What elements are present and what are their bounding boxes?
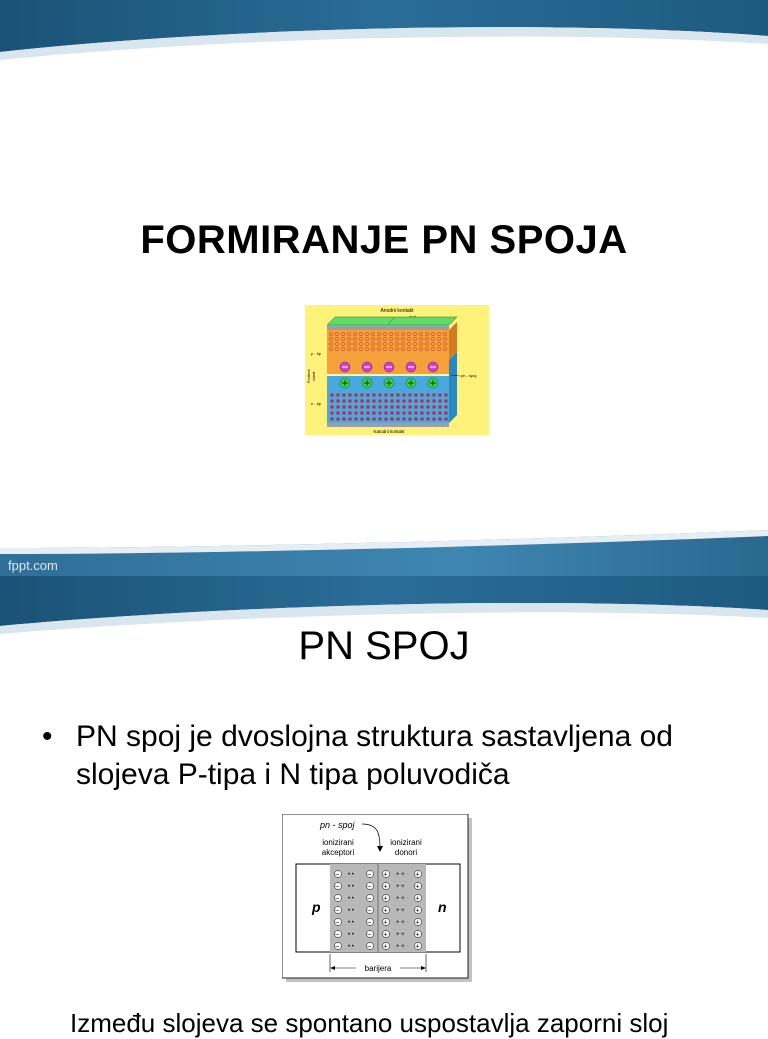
barrier-label: barijera — [364, 964, 392, 973]
donors-label-line1: ionizirani — [390, 838, 422, 847]
anode-contact-label: Anodni kontakt — [380, 308, 414, 314]
svg-text:+ +: + + — [396, 872, 405, 878]
cathode-contact-label: Katodni kontakt — [373, 429, 405, 434]
bullet-text: PN spoj je dvoslojna struktura sastavljena od slojeva P-tipa i N tipa poluvodiča — [76, 720, 673, 791]
space-charge-label-2: oblast — [312, 371, 316, 381]
svg-text:• •: • • — [348, 872, 354, 878]
n-region-label: n — [438, 899, 447, 915]
n-type-label: n - tip — [311, 401, 322, 406]
p-region-label: p — [312, 899, 321, 915]
bottom-text-cut-off: Između slojeva se spontano uspostavlja zaporni sloj — [70, 1008, 669, 1038]
p-type-label: p - tip — [311, 351, 322, 356]
svg-text:–: – — [367, 871, 372, 879]
pn-junction-structure-figure — [305, 305, 489, 435]
donors-label-line2: donori — [394, 848, 418, 857]
pn-junction-label: pn - spoj — [461, 373, 477, 378]
svg-text:+: + — [383, 871, 388, 879]
acceptors-label-line2: akceptori — [321, 848, 355, 857]
bullet-icon: • — [42, 720, 53, 753]
pn-barrier-diagram — [282, 814, 474, 984]
slide-2-title: PN SPOJ — [298, 624, 470, 668]
svg-text:–: – — [335, 871, 340, 879]
svg-text:+: + — [415, 871, 420, 879]
pn-junction-label: pn - spoj — [320, 820, 355, 830]
space-charge-label-1: Prostorni — [307, 368, 311, 383]
brand-watermark: fppt.com — [8, 558, 58, 573]
acceptors-label-line1: ionizirani — [322, 838, 354, 847]
slide-title: FORMIRANJE PN SPOJA — [140, 218, 628, 262]
